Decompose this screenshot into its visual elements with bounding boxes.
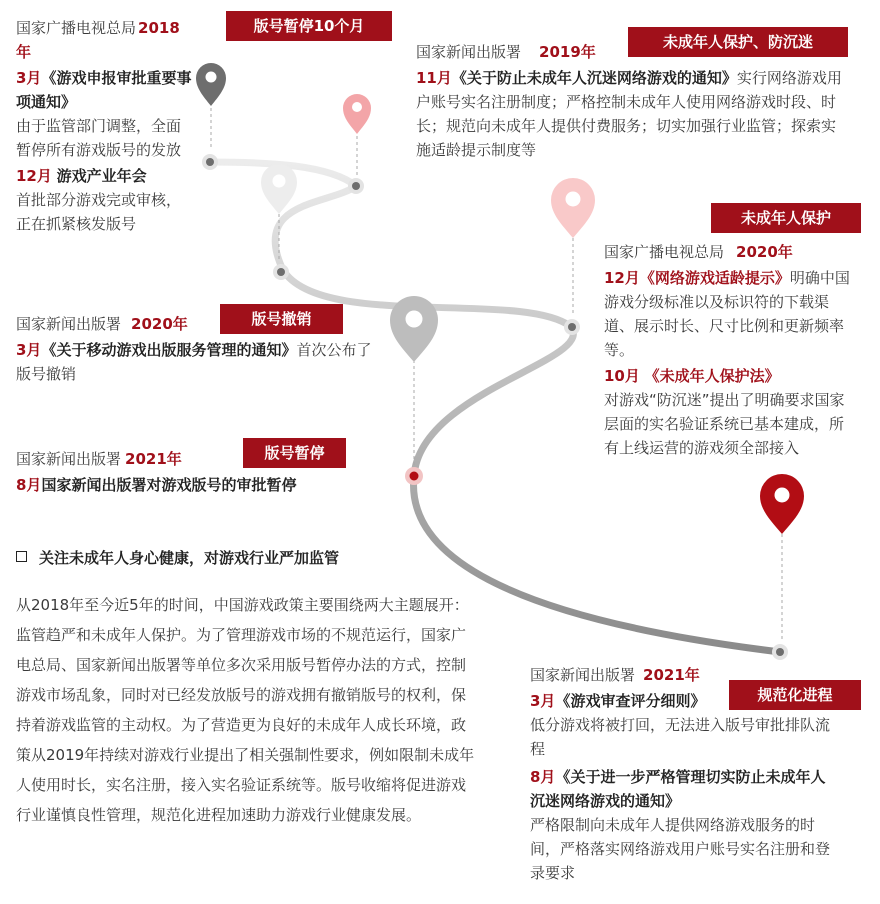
event-2021-b-m1-desc: 低分游戏将被打回，无法进入版号审批排队流程 <box>530 716 831 758</box>
event-2021-a <box>16 447 376 497</box>
event-2019-month: 11月 <box>416 69 452 87</box>
event-2021-b-m1-month: 3月 <box>530 692 556 710</box>
event-2018-m1-month: 3月 <box>16 69 42 87</box>
tag-2020-a: 未成年人保护 <box>711 203 861 233</box>
location-pin-icon <box>261 164 297 214</box>
event-2021-a-desc: 国家新闻出版署对游戏版号的审批暂停 <box>41 476 297 494</box>
event-2019-title: 《关于防止未成年人沉迷网络游戏的通知》 <box>451 69 737 87</box>
event-2019-org: 国家新闻出版署 <box>416 43 522 61</box>
location-pin-icon <box>390 296 438 362</box>
event-2020-a-m2-desc: 对游戏“防沉迷”提出了明确要求国家层面的实名验证系统已基本建成，所有上线运营的游戏须全部接入 <box>604 391 845 457</box>
event-2020-a-year: 2020年 <box>736 243 793 261</box>
event-2021-b-m2-title: 《关于进一步严格管理切实防止未成年人沉迷网络游戏的通知》 <box>530 768 826 810</box>
section-heading-text: 关注未成年人身心健康，对游戏行业严加监管 <box>39 549 340 567</box>
event-2021-b <box>530 663 832 885</box>
node-2020-a <box>564 319 580 335</box>
tag-2021-a: 版号暂停 <box>243 438 346 468</box>
event-2018-m2-desc: 首批部分游戏完或审核，正在抓紧核发版号 <box>16 191 182 233</box>
location-pin-icon <box>551 178 595 238</box>
tag-2018: 版号暂停10个月 <box>226 11 392 41</box>
event-2020-a-m1-title: 《网络游戏适龄提示》 <box>639 269 790 287</box>
tag-2019: 未成年人保护、防沉迷 <box>628 27 848 57</box>
event-2020-b <box>16 312 374 386</box>
event-2021-a-org: 国家新闻出版署 <box>16 450 122 468</box>
event-2019-desc: 实行网络游戏用户账号实名注册制度；严格控制未成年人使用网络游戏时段、时长；规范向未成年人提供付费服务；切实加强行业监管；探索实施适龄提示制度等 <box>416 69 842 159</box>
node-2021-a <box>405 467 423 485</box>
section-heading <box>16 546 339 570</box>
tag-2021-b: 规范化进程 <box>729 680 861 710</box>
event-2018-m1-title: 《游戏申报审批重要事项通知》 <box>16 69 192 111</box>
node-2018 <box>202 154 218 170</box>
event-2020-a <box>604 240 856 460</box>
checkbox-square-icon <box>16 551 27 562</box>
event-2018 <box>16 16 192 236</box>
event-2020-a-m1-month: 12月 <box>604 269 640 287</box>
event-2020-b-year: 2020年 <box>131 315 188 333</box>
event-2019 <box>416 40 848 162</box>
event-2020-b-org: 国家新闻出版署 <box>16 315 122 333</box>
event-2020-a-m2-title: 《未成年人保护法》 <box>644 367 780 385</box>
event-2021-b-m2-desc: 严格限制向未成年人提供网络游戏服务的时间，严格落实网络游戏用户账号实名注册和登录要求 <box>530 816 831 882</box>
event-2021-b-m1-title: 《游戏审查评分细则》 <box>555 692 706 710</box>
node-2020-b <box>273 264 289 280</box>
section-body: 从2018年至今近5年的时间，中国游戏政策主要围绕两大主题展开：监管趋严和未成年人保护。为了管理游戏市场的不规范运行，国家广电总局、国家新闻出版署等单位多次采用版号暂停办法的方式，控制游戏市场乱象，同时对已经发放版号的游戏拥有撤销版号的权利，保持着游戏监管的主动权。为了营造更为良好的未成年人成长环境，政策从2019年持续对游戏行业提出了相关强制性要求，例如限制未成年人使用时长，实名注册，接入实名验证系统等。版号收缩将促进游戏行业谨慎良性管理，规范化进程加速助力游戏行业健康发展。 <box>16 596 475 824</box>
event-2020-b-title: 《关于移动游戏出版服务管理的通知》 <box>41 341 297 359</box>
node-2021-b <box>772 644 788 660</box>
tag-2020-b: 版号撤销 <box>220 304 343 334</box>
event-2020-b-desc: 首次公布了版号撤销 <box>16 341 372 383</box>
event-2018-org: 国家广播电视总局 <box>16 19 137 37</box>
event-2020-b-month: 3月 <box>16 341 42 359</box>
event-2018-m1-desc: 由于监管部门调整，全面暂停所有游戏版号的发放 <box>16 117 182 159</box>
event-2020-a-m2-month: 10月 <box>604 367 640 385</box>
event-2019-year: 2019年 <box>539 43 596 61</box>
event-2018-year: 2018年 <box>16 19 180 61</box>
event-2021-a-month: 8月 <box>16 476 42 494</box>
event-2020-a-org: 国家广播电视总局 <box>604 243 725 261</box>
event-2020-a-m1-desc: 明确中国游戏分级标准以及标识符的下载渠道、展示时长、尺寸比例和更新频率等。 <box>604 269 850 359</box>
event-2018-m2-month: 12月 <box>16 167 52 185</box>
location-pin-icon <box>196 63 226 106</box>
event-2021-b-org: 国家新闻出版署 <box>530 666 636 684</box>
location-pin-icon <box>343 94 371 134</box>
event-2018-m2-title: 游戏产业年会 <box>56 167 147 185</box>
node-2019 <box>348 178 364 194</box>
event-2021-b-year: 2021年 <box>643 666 700 684</box>
event-2021-a-year: 2021年 <box>125 450 182 468</box>
event-2021-b-m2-month: 8月 <box>530 768 556 786</box>
location-pin-icon <box>760 474 804 534</box>
